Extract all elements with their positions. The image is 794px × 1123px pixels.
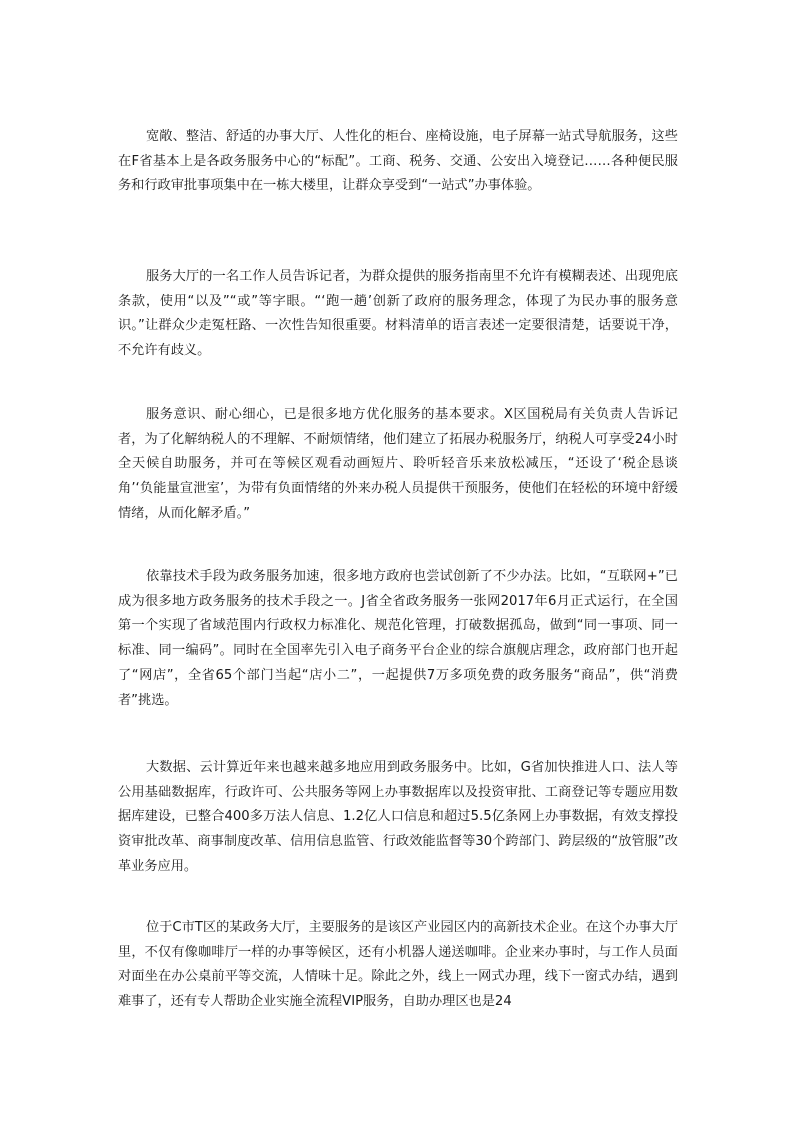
paragraph-4: 依靠技术手段为政务服务加速，很多地方政府也尝试创新了不少办法。比如，“互联网+”已成为很多地方政务服务的技术手段之一。J省全省政务服务一张网2017年6月正式运行，在全国第一个实现了省域范围内行政权力标准化、规范化管理，打破数据孤岛，做到“同一事项、同一标准、同一编码”。同时在全国率先引入电子商务平台企业的综合旗舰店理念，政府部门也开起了“网店”，全省65个部门当起“店小二”，一起提供7万多项免费的政务服务“商品”，供“消费者”挑选。 <box>118 569 678 708</box>
paragraph-1: 宽敞、整洁、舒适的办事大厅、人性化的柜台、座椅设施，电子屏幕一站式导航服务，这些在F省基本上是各政务服务中心的“标配”。工商、税务、交通、公安出入境登记……各种便民服务和行政审批事项集中在一栋大楼里，让群众享受到“一站式”办事体验。 <box>118 129 678 194</box>
paragraph-5: 大数据、云计算近年来也越来越多地应用到政务服务中。比如，G省加快推进人口、法人等公用基础数据库，行政许可、公共服务等网上办事数据库以及投资审批、工商登记等专题应用数据库建设，已整合400多万法人信息、1.2亿人口信息和超过5.5亿条网上办事数据，有效支撑投资审批改革、商事制度改革、信用信息监管、行政效能监督等30个跨部门、跨层级的“放管服”改革业务应用。 <box>118 760 678 874</box>
paragraph-3: 服务意识、耐心细心，已是很多地方优化服务的基本要求。X区国税局有关负责人告诉记者，为了化解纳税人的不理解、不耐烦情绪，他们建立了拓展办税服务厅，纳税人可享受24小时全天候自助服务，并可在等候区观看动画短片、聆听轻音乐来放松减压，“还设了‘税企恳谈角’‘负能量宣泄室’，为带有负面情绪的外来办税人员提供干预服务，使他们在轻松的环境中舒缓情绪，从而化解矛盾。” <box>118 407 678 521</box>
paragraph-2: 服务大厅的一名工作人员告诉记者，为群众提供的服务指南里不允许有模糊表述、出现兜底条款，使用“以及”“或”等字眼。“‘跑一趟’创新了政府的服务理念，体现了为民办事的服务意识。”让群众少走冤枉路、一次性告知很重要。材料清单的语言表述一定要很清楚，话要说干净，不允许有歧义。 <box>118 269 678 359</box>
paragraph-6: 位于C市T区的某政务大厅，主要服务的是该区产业园区内的高新技术企业。在这个办事大厅里，不仅有像咖啡厅一样的办事等候区，还有小机器人递送咖啡。企业来办事时，与工作人员面对面坐在办公桌前平等交流，人情味十足。除此之外，线上一网式办理，线下一窗式办结，遇到难事了，还有专人帮助企业实施全流程VIP服务，自助办理区也是24 <box>118 920 678 1010</box>
